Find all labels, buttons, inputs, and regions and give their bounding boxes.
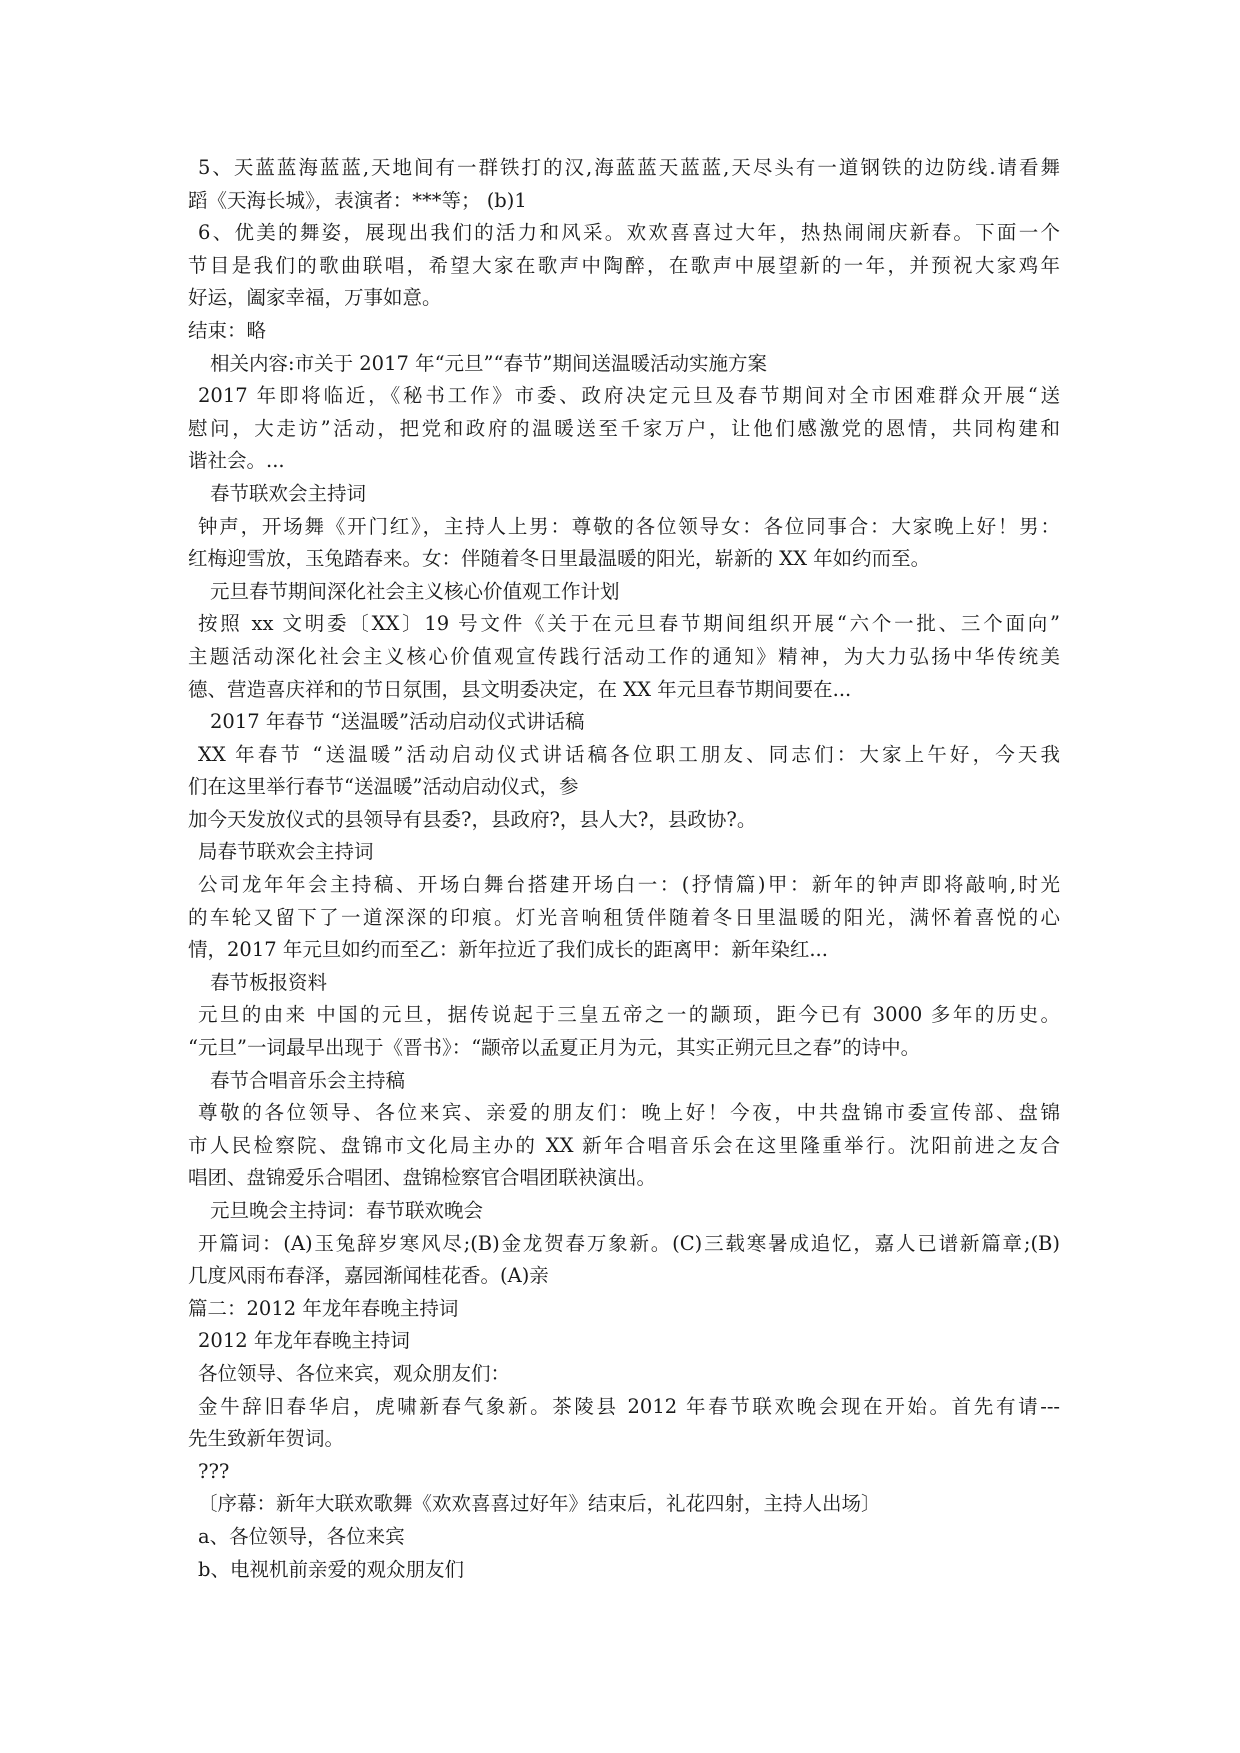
text-line: 篇二：2012 年龙年春晚主持词 xyxy=(188,1296,459,1320)
text-line: 按照 xx 文明委〔XX〕19 号文件《关于在元旦春节期间组织开展“六个一批、三个面向” xyxy=(198,612,1060,636)
text-line: 加今天发放仪式的县领导有县委?，县政府?，县人大?，县政协?。 xyxy=(188,807,757,831)
text-line: 唱团、盘锦爱乐合唱团、盘锦检察官合唱团联袂演出。 xyxy=(188,1166,657,1190)
text-line: 开篇词：(A)玉兔辞岁寒风尽;(B)金龙贺春万象新。(C)三载寒暑成追忆，嘉人已谱新篇章;(B) xyxy=(198,1231,1060,1255)
text-line: 公司龙年年会主持稿、开场白舞台搭建开场白一：(抒情篇)甲：新年的钟声即将敲响,时光 xyxy=(198,873,1060,897)
text-line: 〔序幕：新年大联欢歌舞《欢欢喜喜过好年》结束后，礼花四射，主持人出场〕 xyxy=(198,1492,881,1516)
text-line: 节目是我们的歌曲联唱，希望大家在歌声中陶醉，在歌声中展望新的一年，并预祝大家鸡年 xyxy=(188,253,1060,277)
text-line: 慰问，大走访”活动，把党和政府的温暖送至千家万户，让他们感激党的恩情，共同构建和 xyxy=(188,416,1060,440)
text-line: XX 年春节 “送温暖”活动启动仪式讲话稿各位职工朋友、同志们：大家上午好，今天我 xyxy=(198,742,1060,766)
text-line: 结束：略 xyxy=(188,318,267,342)
text-line: 几度风雨布春泽，嘉园渐闻桂花香。(A)亲 xyxy=(188,1264,549,1288)
text-line: 红梅迎雪放，玉兔踏春来。女：伴随着冬日里最温暖的阳光，崭新的 XX 年如约而至。 xyxy=(188,547,931,571)
text-line: 金牛辞旧春华启，虎啸新春气象新。茶陵县 2012 年春节联欢晚会现在开始。首先有请--- xyxy=(198,1394,1060,1418)
text-line: “元旦”一词最早出现于《晋书》：“颛帝以孟夏正月为元，其实正朔元旦之春”的诗中。 xyxy=(188,1036,921,1060)
text-line: 德、营造喜庆祥和的节日氛围，县文明委决定，在 XX 年元旦春节期间要在... xyxy=(188,677,852,701)
text-line: 市人民检察院、盘锦市文化局主办的 XX 新年合唱音乐会在这里隆重举行。沈阳前进之友合 xyxy=(188,1133,1060,1157)
text-line: 谐社会。... xyxy=(188,449,285,473)
text-line: 主题活动深化社会主义核心价值观宣传践行活动工作的通知》精神，为大力弘扬中华传统美 xyxy=(188,644,1060,668)
text-line: 们在这里举行春节“送温暖”活动启动仪式，参 xyxy=(188,775,579,799)
text-line: 2017 年即将临近，《秘书工作》市委、政府决定元旦及春节期间对全市困难群众开展“送 xyxy=(198,384,1060,408)
text-line: 情，2017 年元旦如约而至乙：新年拉近了我们成长的距离甲：新年染红... xyxy=(188,938,828,962)
text-line: 元旦晚会主持词：春节联欢晚会 xyxy=(210,1199,484,1222)
text-line: 春节联欢会主持词 xyxy=(210,481,367,505)
text-line: 6、优美的舞姿，展现出我们的活力和风采。欢欢喜喜过大年，热热闹闹庆新春。下面一个 xyxy=(198,221,1060,245)
text-line: 春节板报资料 xyxy=(210,970,328,994)
text-line: 2012 年龙年春晚主持词 xyxy=(198,1329,410,1353)
text-line: 春节合唱音乐会主持稿 xyxy=(210,1068,406,1092)
text-line: 相关内容:市关于 2017 年“元旦”“春节”期间送温暖活动实施方案 xyxy=(210,351,767,375)
text-line: 元旦春节期间深化社会主义核心价值观工作计划 xyxy=(210,579,620,603)
text-line: ??? xyxy=(198,1459,230,1483)
text-line: 局春节联欢会主持词 xyxy=(198,840,374,864)
text-line: 钟声，开场舞《开门红》，主持人上男：尊敬的各位领导女：各位同事合：大家晚上好！男： xyxy=(198,514,1060,538)
text-line: 各位领导、各位来宾，观众朋友们： xyxy=(198,1361,511,1385)
text-line: a、各位领导，各位来宾 xyxy=(198,1524,405,1548)
text-line: 蹈《天海长城》，表演者：***等； (b)1 xyxy=(188,188,527,212)
text-line: 元旦的由来 中国的元旦，据传说起于三皇五帝之一的颛顼，距今已有 3000 多年的历史。 xyxy=(198,1003,1060,1027)
text-line: b、电视机前亲爱的观众朋友们 xyxy=(198,1557,464,1581)
document-page xyxy=(188,152,1060,1586)
text-line: 好运，阖家幸福，万事如意。 xyxy=(188,286,442,310)
text-line: 5、天蓝蓝海蓝蓝,天地间有一群铁打的汉,海蓝蓝天蓝蓝,天尽头有一道钢铁的边防线.请看舞 xyxy=(198,156,1060,179)
text-line: 2017 年春节 “送温暖”活动启动仪式讲话稿 xyxy=(210,710,585,734)
text-line: 先生致新年贺词。 xyxy=(188,1427,345,1451)
text-line: 的车轮又留下了一道深深的印痕。灯光音响租赁伴随着冬日里温暖的阳光，满怀着喜悦的心 xyxy=(188,905,1060,929)
text-line: 尊敬的各位领导、各位来宾、亲爱的朋友们：晚上好！今夜，中共盘锦市委宣传部、盘锦 xyxy=(198,1101,1060,1125)
